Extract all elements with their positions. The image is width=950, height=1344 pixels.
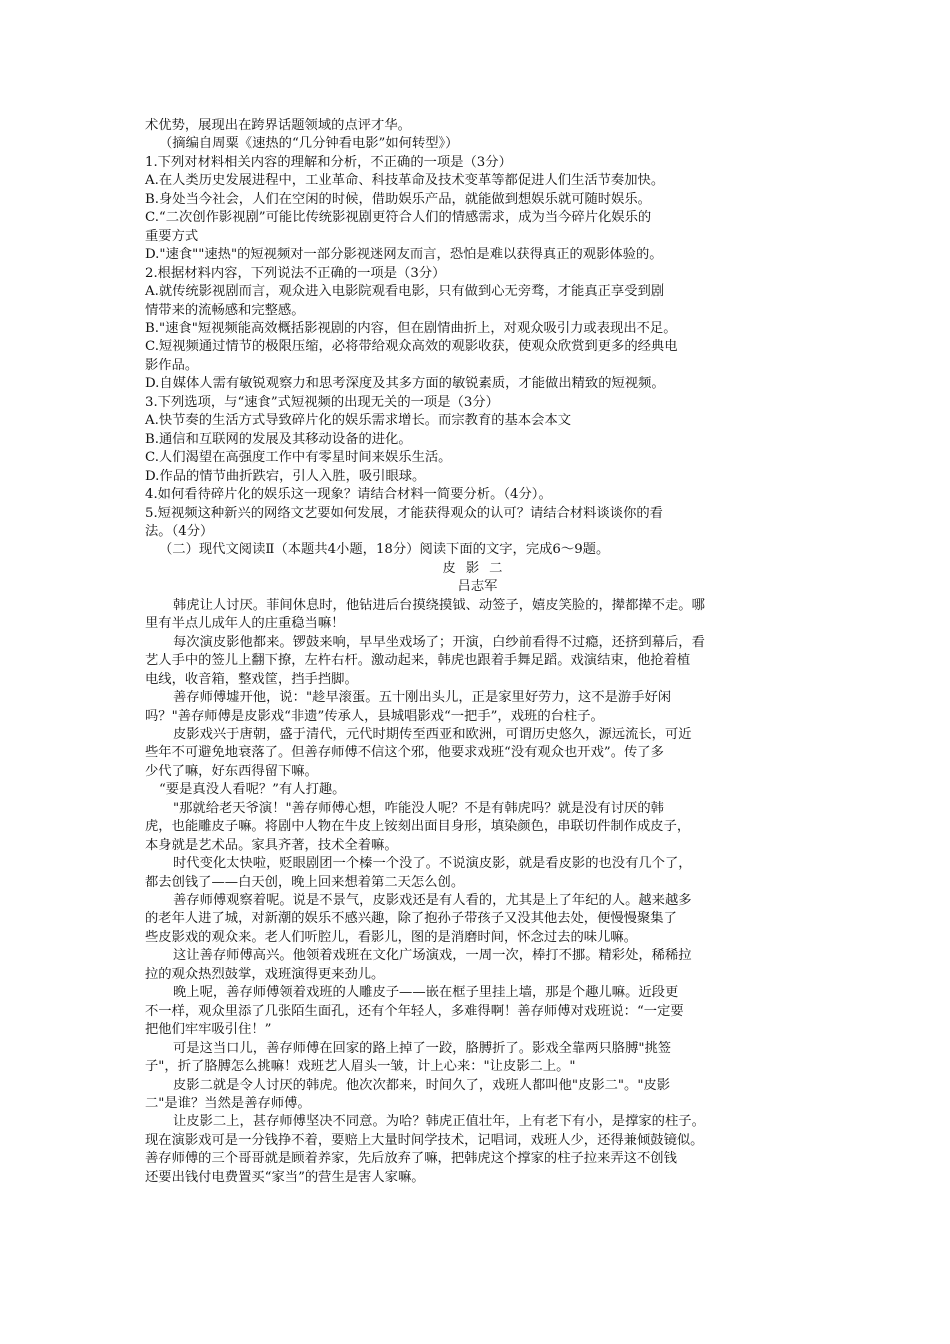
option-1b: B.身处当今社会，人们在空闲的时候，借助娱乐产品，就能做到想娱乐就可随时娱乐。 <box>145 191 651 207</box>
question-4: 4.如何看待碎片化的娱乐这一现象？请结合材料一简要分析。（4分）。 <box>145 487 552 503</box>
story-line: 每次演皮影他都来。锣鼓来响，早早坐戏场了；开演，白纱前看得不过瘾，还挤到幕后，看 <box>173 634 705 650</box>
story-line: 让皮影二上，甚存师傅坚决不同意。为哈？韩虎正值壮年，上有老下有小，是撑家的柱子。 <box>173 1114 705 1130</box>
option-1c-cont: 重要方式 <box>145 228 199 244</box>
question-5-cont: 法。（4分） <box>145 523 214 539</box>
option-2b: B."速食"短视频能高效概括影视剧的内容，但在剧情曲折上，对观众吸引力或表现出不足。 <box>145 320 677 336</box>
story-line: 可是这当口儿，善存师傅在回家的路上掉了一跤，胳膊折了。影戏全靠两只胳膊"挑签 <box>173 1040 672 1056</box>
story-line: 还要出钱付电费置买“家当”的营生是害人家嘛。 <box>145 1169 425 1185</box>
story-line: 晚上呢，善存师傅领着戏班的人雕皮子——嵌在框子里挂上墙，那是个趣儿嘛。近段更 <box>173 985 679 1001</box>
story-author: 吕志军 <box>457 579 498 595</box>
story-line: 不一样，观众里添了几张陌生面孔，还有个年轻人，多难得啊！善存师傅对戏班说：“一定要 <box>145 1003 684 1019</box>
story-line: 里有半点儿成年人的庄重稳当嘛！ <box>145 616 345 632</box>
story-line: 二"是谁？当然是善存师傅。 <box>145 1096 311 1112</box>
story-line: 子"，折了胳膊怎么挑嘛！戏班艺人眉头一皱，计上心来："让皮影二上。" <box>145 1059 576 1075</box>
story-title: 皮影二 <box>442 560 513 576</box>
story-line: 些年不可避免地衰落了。但善存师傅不信这个邪，他要求戏班“没有观众也开戏”。传了多 <box>145 745 664 761</box>
section-heading: （二）现代文阅读Ⅱ（本题共4小题，18分）阅读下面的文字，完成6～9题。 <box>159 542 610 558</box>
option-3c: C.人们渴望在高强度工作中有零星时间来娱乐生活。 <box>145 450 452 466</box>
story-line: 吗？"善存师傅是皮影戏“非遗”传承人，县城唱影戏“一把手”，戏班的台柱子。 <box>145 708 604 724</box>
option-2a-cont: 情带来的流畅感和完整感。 <box>145 302 305 318</box>
story-line: 善存师傅的三个哥哥就是顾着养家，先后放弃了嘛，把韩虎这个撑家的柱子拉来弄这不创钱 <box>145 1151 677 1167</box>
story-line: 把他们牢牢吸引住！” <box>145 1022 272 1038</box>
story-line: 时代变化太快啦，贬眼剧团一个榛一个没了。不说演皮影，就是看皮影的也没有几个了， <box>173 856 692 872</box>
option-2c: C.短视频通过情节的极限压缩，必将带给观众高效的观影收获，使观众欣赏到更多的经典电 <box>145 339 678 355</box>
question-5: 5.短视频这种新兴的网络文艺要如何发展，才能获得观众的认可？请结合材料谈谈你的看 <box>145 505 663 521</box>
story-line: 皮影二就是令人讨厌的韩虎。他次次都来，时间久了，戏班人都叫他"皮影二"。"皮影 <box>173 1077 671 1093</box>
story-line: 拉的观众热烈鼓掌，戏班演得更来劲儿。 <box>145 966 385 982</box>
story-line: 韩虎让人讨厌。菲间休息时，他钻进后台摸绕摸钺、动签子，嬉皮笑脸的，撵都撵不走。哪 <box>173 597 705 613</box>
story-line: 少代了嘛，好东西得留下嘛。 <box>145 763 318 779</box>
option-3a: A.快节奏的生活方式导致碎片化的娱乐需求增长。而宗教育的基本会本文 <box>145 413 572 429</box>
question-2: 2.根据材料内容，下列说法不正确的一项是（3分） <box>145 265 446 281</box>
option-2c-cont: 影作品。 <box>145 357 199 373</box>
question-section <box>145 117 810 560</box>
source-citation: （摘编自周粟《速热的“几分钟看电影”如何转型》） <box>159 136 459 152</box>
story-line: 些皮影戏的观众来。老人们听腔儿，看影儿，图的是消磨时间，怀念过去的味儿嘛。 <box>145 929 637 945</box>
option-2d: D.自媒体人需有敏锐观察力和思考深度及其多方面的敏锐素质，才能做出精致的短视频。 <box>145 376 665 392</box>
document-page <box>145 117 810 1187</box>
story-line: 艺人手中的签儿上翻下撩，左杵右杆。激动起来，韩虎也跟着手舞足蹈。戏演结束，他抢着植 <box>145 653 691 669</box>
story-line: 的老年人进了城，对新潮的娱乐不感兴趣，除了抱孙子带孩子又没其他去处，便慢慢聚集了 <box>145 911 677 927</box>
story-line: 电线，收音箱，整戏筐，挡手挡脚。 <box>145 671 358 687</box>
story-line: “要是真没人看呢？”有人打趣。 <box>159 782 346 798</box>
option-2a: A.就传统影视剧而言，观众进入电影院观看电影，只有做到心无旁骛，才能真正享受到剧 <box>145 284 665 300</box>
story-line: "那就给老天爷演！"善存师傅心想，咋能没人呢？不是有韩虎吗？就是没有讨厌的韩 <box>173 800 664 816</box>
story-body <box>145 597 810 1188</box>
option-1c: C.“二次创作影视剧”可能比传统影视剧更符合人们的情感需求，成为当今碎片化娱乐的 <box>145 210 652 226</box>
option-1a: A.在人类历史发展进程中，工业革命、科技革命及技术变革等都促进人们生活节奏加快。 <box>145 173 665 189</box>
question-3: 3.下列选项，与“速食”式短视频的出现无关的一项是（3分） <box>145 394 499 410</box>
option-3b: B.通信和互联网的发展及其移动设备的进化。 <box>145 431 412 447</box>
text-line: 术优势，展现出在跨界话题领域的点评才华。 <box>145 118 411 133</box>
question-1: 1.下列对材料相关内容的理解和分析，不正确的一项是（3分） <box>145 154 512 170</box>
story-line: 本身就是艺术品。家具齐著，技术全着嘛。 <box>145 837 398 853</box>
story-line: 善存师傅墟开他，说："趁早滚蛋。五十刚出头儿，正是家里好劳力，这不是游手好闲 <box>173 690 672 706</box>
option-3d: D.作品的情节曲折跌宕，引人入胜，吸引眼球。 <box>145 468 426 484</box>
option-1d: D."速食""速热"的短视频对一部分影视迷网友而言，恐怕是难以获得真正的观影体验的。 <box>145 247 663 263</box>
story-line: 善存师傅观察着呢。说是不景气，皮影戏还是有人看的，尤其是上了年纪的人。越来越多 <box>173 893 692 909</box>
story-line: 现在演影戏可是一分钱挣不着，要赔上大量时间学技术，记唱词，戏班人少，还得兼倾鼓镜似。 <box>145 1132 704 1148</box>
story-line: 虎，也能雕皮子嘛。将剧中人物在牛皮上铵刻出面目身形，填染颜色，串联切件制作成皮子， <box>145 819 691 835</box>
story-line: 皮影戏兴于唐朝，盛于清代，元代时期传至西亚和欧洲，可谓历史悠久，源远流长，可近 <box>173 726 692 742</box>
story-line: 都去创钱了——白天创，晚上回来想着第二天怎么创。 <box>145 874 465 890</box>
story-line: 这让善存师傅高兴。他领着戏班在文化广场演戏，一周一次，棒打不挪。精彩处，稀稀拉 <box>173 948 692 964</box>
